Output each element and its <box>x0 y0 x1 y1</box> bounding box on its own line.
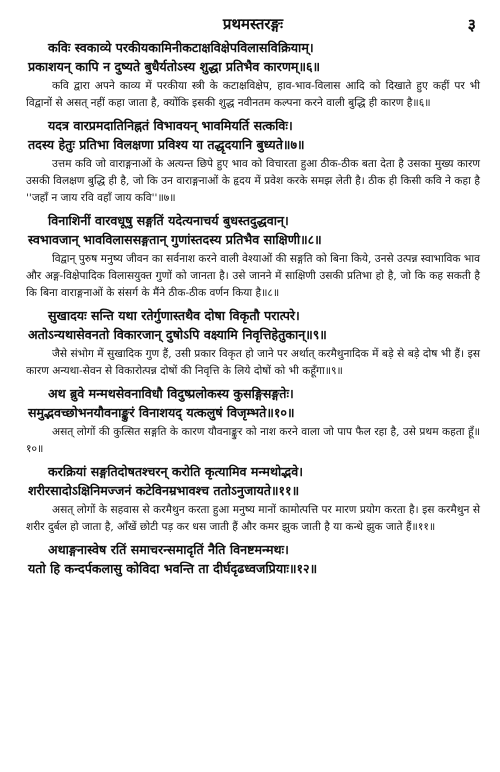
verse-line: यदत्र वारप्रमदातिनिह्नतं विभावयन् भावमियर्ति सत्कविः। <box>48 118 293 133</box>
verse-section <box>26 540 480 578</box>
commentary-text: विद्वान् पुरुष मनुष्य जीवन का सर्वनाश करने वाली वेश्याओं की सङ्गति को बिना किये, उनसे उत्पन्न स्वाभाविक भाव और अङ्ग-विक्षेपादिक विलासयुक्त गुणों को जानता है। उसे जानने में साक्षिणी उसकी प्रतिभा हो है, जो कि कह सकती है कि बिना वाराङ्गनाओं के संसर्ग के मैंने ठीक-ठीक वर्णन किया है॥८॥ <box>26 253 480 299</box>
content <box>26 38 480 578</box>
verse-section <box>26 211 480 302</box>
verse-section <box>26 462 480 536</box>
verse <box>26 211 480 249</box>
commentary-text: असत् लोगों की कुत्सित सङ्गति के कारण यौवनाङ्कुर को नाश करने वाला जो पाप फैल रहा है, उसे प्रथम कहता हूँ॥१०॥ <box>26 426 480 455</box>
commentary <box>26 156 480 207</box>
verse-line: प्रकाशयन् कापि न दुष्यते बुधैर्यतोऽस्य शुद्धा प्रतिभैव कारणम्॥६॥ <box>28 59 321 74</box>
verse-line: करक्रियां सङ्गतिदोषतश्चरन् करोति कृत्यामिव मन्मथोद्भवे। <box>48 464 303 479</box>
verse <box>26 38 480 76</box>
verse-line: स्वभावजान् भावविलाससङ्गतान् गुणांस्तदस्य प्रतिभैव साक्षिणी॥८॥ <box>28 232 322 247</box>
page-header <box>26 10 480 38</box>
verse-line: तदस्य हेतुः प्रतिभा विलक्षणा प्रविश्य या तद्धृदयानि बुध्यते॥७॥ <box>28 137 305 152</box>
verse-line: विनाशिनीं वारवधूषु सङ्गतिं यदेत्यनाचर्य बुधस्तदुद्धवान्। <box>48 213 289 228</box>
verse-line: सुखादयः सन्ति यथा रतेर्गुणास्तथैव दोषा विकृतौ परात्परे। <box>48 308 300 323</box>
verse <box>26 462 480 500</box>
chapter-title: प्रथमस्तरङ्गः <box>222 15 284 33</box>
verse-section <box>26 306 480 380</box>
commentary <box>26 502 480 536</box>
verse-line: शरीरसादोऽक्षिनिमज्जनं कटेविनम्रभावश्च ततोऽनुजायते॥११॥ <box>28 483 300 498</box>
verse-line: यतो हि कन्दर्पकलासु कोविदा भवन्ति ता दीर्घदृढध्वजप्रियाः॥१२॥ <box>28 561 318 576</box>
verse-line: अथ ब्रुवे मन्मथसेवनाविधौ विदुष्प्रलोकस्य कुसङ्गिसङ्गतेः। <box>48 386 294 401</box>
commentary <box>26 78 480 112</box>
commentary-text: उत्तम कवि जो वाराङ्गनाओं के अत्यन्त छिपे हुए भाव को विचारता हुआ ठीक-ठीक बता देता है उसका मुख्य कारण उसकी विलक्षण बुद्धि ही है, जो कि उन वाराङ्गनाओं के हृदय में प्रवेश करके समझ लेती है। ठीक ही किसी कवि ने कहा है ''जहाँ न जाय रवि वहाँ जाय कवि''॥७॥ <box>26 158 480 204</box>
verse-line: कविः स्वकाव्ये परकीयकामिनीकटाक्षविक्षेपविलासविक्रियाम्। <box>48 40 314 55</box>
commentary <box>26 346 480 380</box>
commentary <box>26 251 480 302</box>
verse-line: समुद्भवच्छोभनयौवनाङ्कुरं विनाशयद् यत्कलुषं विजृम्भते॥१०॥ <box>28 405 295 420</box>
verse <box>26 384 480 422</box>
commentary <box>26 424 480 458</box>
page-number: ३ <box>467 15 476 34</box>
verse-line: अतोऽन्यथासेवनतो विकारजान् दुषोऽपि वक्ष्यामि निवृत्तिहेतुकान्॥९॥ <box>28 327 327 342</box>
verse <box>26 540 480 578</box>
commentary-text: जैसे संभोग में सुखादिक गुण हैं, उसी प्रकार विकृत हो जाने पर अर्थात् करमैथुनादिक में बड़े से बड़े दोष भी हैं। इस कारण अन्यथा-सेवन से विकारोत्पन्न दोषों की निवृत्ति के लिये दोषों को भी कहूँगा॥९॥ <box>26 348 480 377</box>
verse-line: अथाङ्गनास्वेष रतिं समाचरन्समादृतिं नैति विनष्टमन्मथः। <box>48 542 289 557</box>
verse-section <box>26 116 480 207</box>
commentary-text: कवि द्वारा अपने काव्य में परकीया स्त्री के कटाक्षविक्षेप, हाव-भाव-विलास आदि को दिखाते हुए कहीं पर भी विद्वानों से असत् नहीं कहा जाता है, क्योंकि इसकी शुद्ध नवीनतम कल्पना करने वाली बुद्धि ही कारण है॥६॥ <box>26 80 480 109</box>
verse-section <box>26 38 480 112</box>
verse-section <box>26 384 480 458</box>
verse <box>26 116 480 154</box>
commentary-text: असत् लोगों के सहवास से करमैथुन करता हुआ मनुष्य मानों कामोत्पत्ति पर मारण प्रयोग करता है। इस करमैथुन से शरीर दुर्बल हो जाता है, आँखें छोटी पड़ कर धस जाती हैं और कमर झुक जाती है या कन्धे झुक जाते हैं॥११॥ <box>26 504 480 533</box>
verse <box>26 306 480 344</box>
